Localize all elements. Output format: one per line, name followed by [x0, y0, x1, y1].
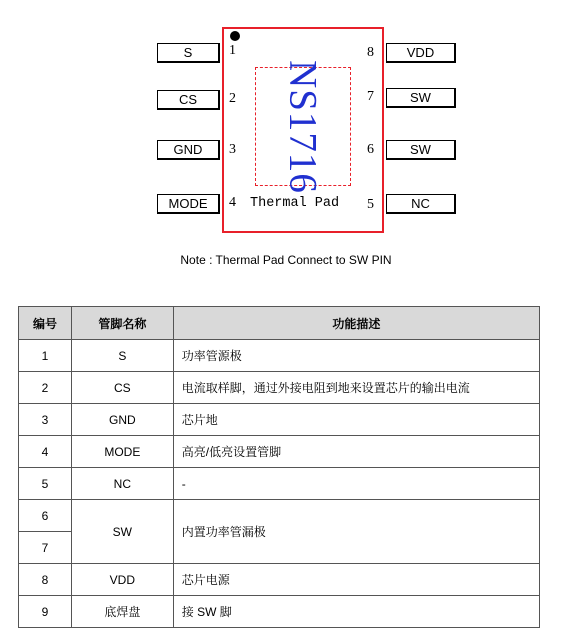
- pin-label-left: S: [157, 43, 220, 63]
- pin-label-right: SW: [386, 140, 456, 160]
- header-function: 功能描述: [173, 307, 539, 340]
- pin-number: 7: [367, 89, 374, 104]
- cell-description: 芯片电源: [173, 564, 539, 596]
- header-number: 编号: [19, 307, 72, 340]
- cell-description: 接 SW 脚: [173, 596, 539, 628]
- pin-label-right: VDD: [386, 43, 456, 63]
- pin-number: 1: [229, 43, 236, 58]
- cell-description: 芯片地: [173, 404, 539, 436]
- chip-name: NS1716: [281, 60, 325, 194]
- cell-number: 4: [19, 436, 72, 468]
- cell-number: 8: [19, 564, 72, 596]
- cell-pin-name: 底焊盘: [71, 596, 173, 628]
- thermal-pad-note: Note : Thermal Pad Connect to SW PIN: [180, 253, 392, 267]
- pin-label-left: GND: [157, 140, 220, 160]
- pin-label-left: MODE: [157, 194, 220, 214]
- table-row: [19, 340, 540, 372]
- pin-number: 5: [367, 197, 374, 212]
- cell-number: 1: [19, 340, 72, 372]
- pin-label-right: NC: [386, 194, 456, 214]
- cell-description: 功率管源极: [173, 340, 539, 372]
- pin-number: 8: [367, 45, 374, 60]
- cell-number: 7: [19, 532, 72, 564]
- cell-number: 6: [19, 500, 72, 532]
- cell-pin-name: SW: [71, 500, 173, 564]
- pin-number: 2: [229, 91, 236, 106]
- cell-pin-name: NC: [71, 468, 173, 500]
- cell-pin-name: GND: [71, 404, 173, 436]
- pin1-marker-dot: [230, 31, 240, 41]
- cell-number: 5: [19, 468, 72, 500]
- pin-number: 3: [229, 142, 236, 157]
- cell-description: -: [173, 468, 539, 500]
- table-row: [19, 404, 540, 436]
- pin-number: 4: [229, 195, 236, 210]
- table-row: [19, 468, 540, 500]
- cell-number: 3: [19, 404, 72, 436]
- table-row: [19, 436, 540, 468]
- pin-number: 6: [367, 142, 374, 157]
- cell-pin-name: CS: [71, 372, 173, 404]
- table-row: [19, 372, 540, 404]
- table-row: [19, 500, 540, 532]
- table-row: [19, 564, 540, 596]
- table-header-row: [19, 307, 540, 340]
- header-pin-name: 管脚名称: [71, 307, 173, 340]
- pin-description-table: [18, 306, 540, 628]
- cell-number: 2: [19, 372, 72, 404]
- thermal-pad-label: Thermal Pad: [250, 196, 340, 211]
- pin-label-left: CS: [157, 90, 220, 110]
- cell-description: 内置功率管漏极: [173, 500, 539, 564]
- cell-description: 电流取样脚，通过外接电阻到地来设置芯片的输出电流: [173, 372, 539, 404]
- table-row: [19, 596, 540, 628]
- pin-label-right: SW: [386, 88, 456, 108]
- cell-pin-name: S: [71, 340, 173, 372]
- cell-pin-name: MODE: [71, 436, 173, 468]
- cell-description: 高亮/低亮设置管脚: [173, 436, 539, 468]
- cell-pin-name: VDD: [71, 564, 173, 596]
- package-diagram: [0, 0, 572, 267]
- cell-number: 9: [19, 596, 72, 628]
